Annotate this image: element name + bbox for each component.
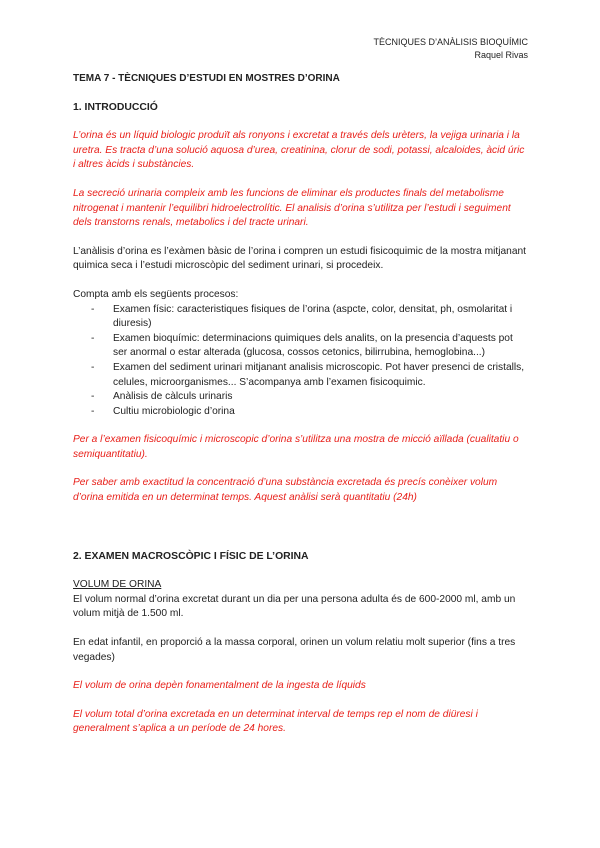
- section-1-paragraph: L’anàlisis d’orina es l’exàmen bàsic de l’orina i compren un estudi fisicoquimic de la mostra mitjanant quimica seca i l’estudi microscòpic del sediment urinari, si procedeix.: [73, 245, 526, 272]
- section-2-heading: 2. EXAMEN MACROSCÒPIC I FÍSIC DE L’ORINA: [73, 550, 309, 562]
- section-1-red-paragraph-3: Per a l’examen fisicoquímic i microscopic d’orina s’utilitza una mostra de micció aïllada (cualitatiu o semiquantitatiu).: [73, 434, 519, 460]
- document-body: [73, 72, 528, 737]
- section-1-red-paragraph-4: Per saber amb exactitud la concentració d’una substància excretada és precís conèixer volum d’orina emitida en un determinat temps. Aquest anàlisi serà quantitatiu (24h): [73, 477, 498, 504]
- header-author: Raquel Rivas: [474, 50, 528, 60]
- process-list: [73, 303, 528, 420]
- header-course-title: TÈCNIQUES D’ANÀLISIS BIOQUÍMIC: [373, 37, 528, 47]
- section-1-heading: 1. INTRODUCCIÓ: [73, 101, 158, 113]
- section-2-red-paragraph-1: El volum de orina depèn fonamentalment de la ingesta de líquids: [73, 680, 366, 692]
- section-2-paragraph-2: En edat infantil, en proporció a la massa corporal, orinen un volum relatiu molt superior (fins a tres vegades): [73, 637, 516, 663]
- page-header: [373, 36, 528, 62]
- document-title: TEMA 7 - TÈCNIQUES D’ESTUDI EN MOSTRES D’ORINA: [73, 73, 340, 84]
- list-item: - Cultiu microbiologic d’orina: [91, 405, 528, 420]
- list-item: - Examen del sediment urinari mitjanant analisis microscopic. Pot haver presenci de cristalls, celules, microorganismes... S’acompanya amb l’examen fisicoquimic.: [91, 361, 528, 390]
- section-2-paragraph-1: El volum normal d’orina excretat durant un dia per una persona adulta és de 600-2000 ml, amb un volum mitjà de 1.500 ml.: [73, 593, 516, 620]
- list-item: - Anàlisis de càlculs urinaris: [91, 390, 528, 405]
- section-1-red-paragraph-1: L’orina és un líquid biologic produït als ronyons i excretat a través dels urèters, la vejiga urinaria i la uretra. Es tracta d’una solució aquosa d’urea, creatinina, clorur de sodi, potassi, alcaloides, àcid úric i altres àcids i substàncies.: [73, 130, 525, 171]
- section-2-red-paragraph-2: El volum total d’orina excretada en un determinat interval de temps rep el nom de diüresi i generalment s’aplica a un període de 24 hores.: [73, 708, 478, 735]
- volume-subheading: VOLUM DE ORINA: [73, 579, 162, 591]
- section-1-red-paragraph-2: La secreció urinaria compleix amb les funcions de eliminar els productes finals del metabolisme nitrogenat i mantenir l’equilibri hidroelectrolític. El analisis d’orina s’utilitza per l’estudi i seguiment dels transtorns renals, metabolics i del tracte urinari.: [73, 187, 511, 229]
- list-item: - Examen físic: caracteristiques fisiques de l’orina (aspcte, color, densitat, ph, osmolaritat i diuresis): [91, 303, 528, 332]
- list-item: - Examen bioquímic: determinacions quimiques dels analits, on la presencia d’aquests pot ser anormal o estar alterada (glucosa, cossos cetonics, bilirrubina, hemoglobina...): [91, 332, 528, 361]
- process-list-intro: Compta amb els següents procesos:: [73, 288, 239, 300]
